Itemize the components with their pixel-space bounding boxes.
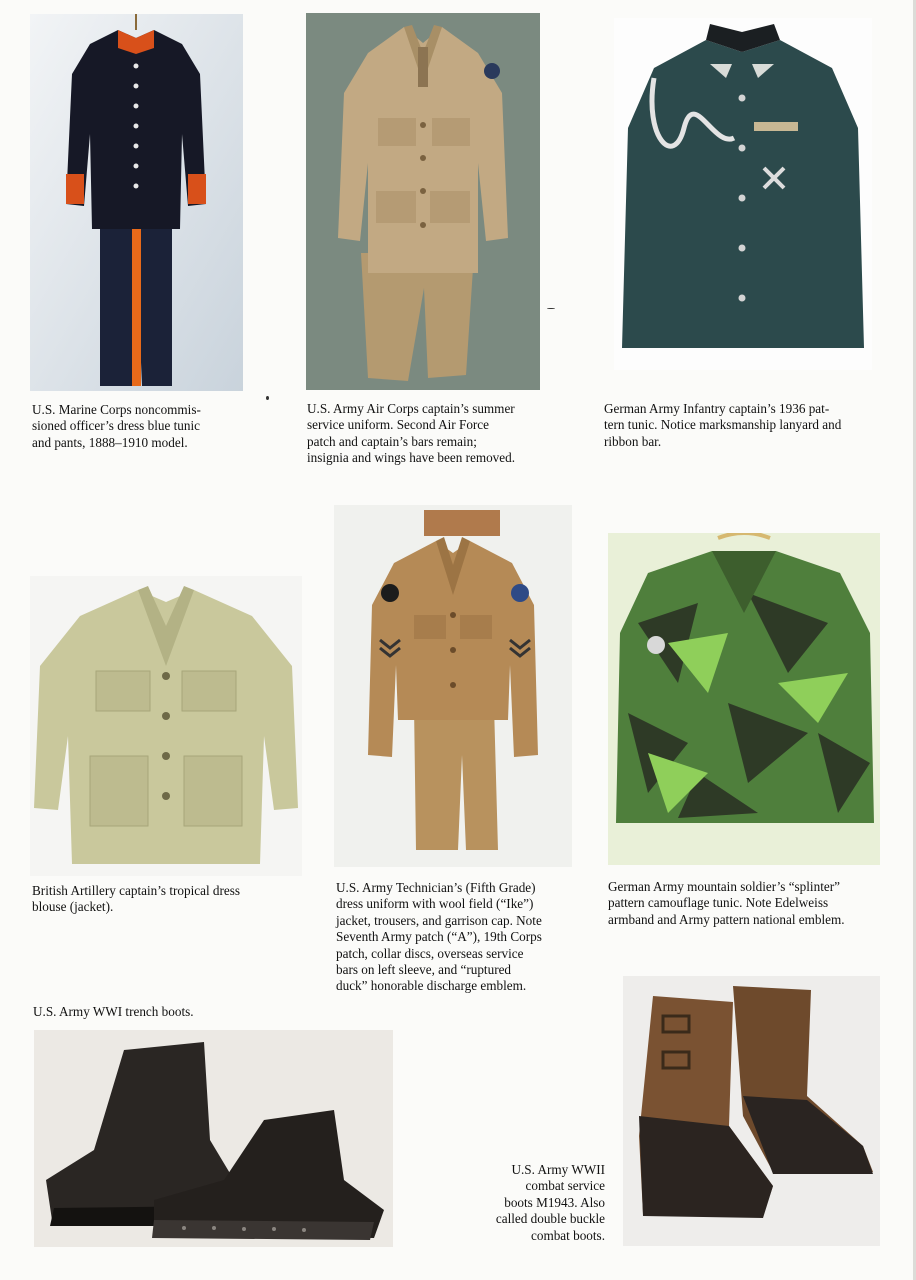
- caption-line: British Artillery captain’s tropical dress: [32, 883, 241, 898]
- caption-line: U.S. Army Air Corps captain’s summer: [307, 401, 515, 416]
- caption-line: called double buckle: [495, 1211, 605, 1227]
- german-infantry-tunic-caption: [604, 401, 841, 450]
- print-speck: [266, 396, 269, 400]
- british-tropical-blouse-photo: [30, 576, 302, 876]
- caption-line: German Army Infantry captain’s 1936 pat-: [604, 401, 830, 416]
- wwii-boots-caption: [440, 1162, 605, 1244]
- caption-line: Seventh Army patch (“A”), 19th Corps: [336, 929, 542, 945]
- technician-ike-uniform-photo: [334, 505, 572, 867]
- wwi-boots-caption: [33, 1004, 194, 1020]
- caption-line: dress uniform with wool field (“Ike”): [336, 896, 534, 912]
- caption-line: insignia and wings have been removed.: [307, 450, 516, 466]
- german-infantry-tunic-photo: [614, 18, 872, 370]
- caption-line: combat boots.: [531, 1227, 605, 1243]
- air-corps-summer-uniform-photo: [306, 13, 540, 390]
- caption-line: U.S. Marine Corps noncommis-: [32, 402, 201, 417]
- wwii-double-buckle-boots-photo: [623, 976, 880, 1246]
- caption-line: U.S. Army Technician’s (Fifth Grade): [336, 880, 536, 895]
- caption-line: service uniform. Second Air Force: [307, 417, 490, 433]
- caption-line: bars on left sleeve, and “ruptured: [336, 962, 512, 978]
- german-splinter-camo-tunic-photo: [608, 533, 880, 865]
- caption-line: jacket, trousers, and garrison cap. Note: [336, 912, 542, 928]
- caption-line: U.S. Army WWII: [511, 1162, 605, 1177]
- technician-uniform-caption: [336, 880, 542, 995]
- caption-line: tern tunic. Notice marksmanship lanyard and: [604, 417, 842, 433]
- caption-line: pattern camouflage tunic. Note Edelweiss: [608, 895, 829, 911]
- caption-line: and pants, 1888–1910 model.: [32, 434, 188, 450]
- marine-dress-blue-uniform-photo: [30, 14, 243, 391]
- caption-line: German Army mountain soldier’s “splinter”: [608, 879, 840, 894]
- caption-line: duck” honorable discharge emblem.: [336, 978, 527, 994]
- caption-line: patch, collar discs, overseas service: [336, 945, 524, 961]
- wwi-trench-boots-photo: [34, 1030, 393, 1247]
- caption-line: U.S. Army WWI trench boots.: [33, 1004, 194, 1019]
- caption-line: ribbon bar.: [604, 433, 662, 449]
- german-mountain-tunic-caption: [608, 879, 845, 928]
- caption-line: armband and Army pattern national emblem.: [608, 911, 845, 927]
- caption-line: boots M1943. Also: [504, 1194, 605, 1210]
- marine-uniform-caption: [32, 402, 201, 451]
- caption-line: blouse (jacket).: [32, 899, 114, 915]
- caption-line: patch and captain’s bars remain;: [307, 433, 477, 449]
- print-speck: [547, 308, 555, 309]
- british-blouse-caption: [32, 883, 240, 916]
- caption-line: combat service: [525, 1178, 605, 1194]
- caption-line: sioned officer’s dress blue tunic: [32, 418, 200, 434]
- air-corps-uniform-caption: [307, 401, 515, 467]
